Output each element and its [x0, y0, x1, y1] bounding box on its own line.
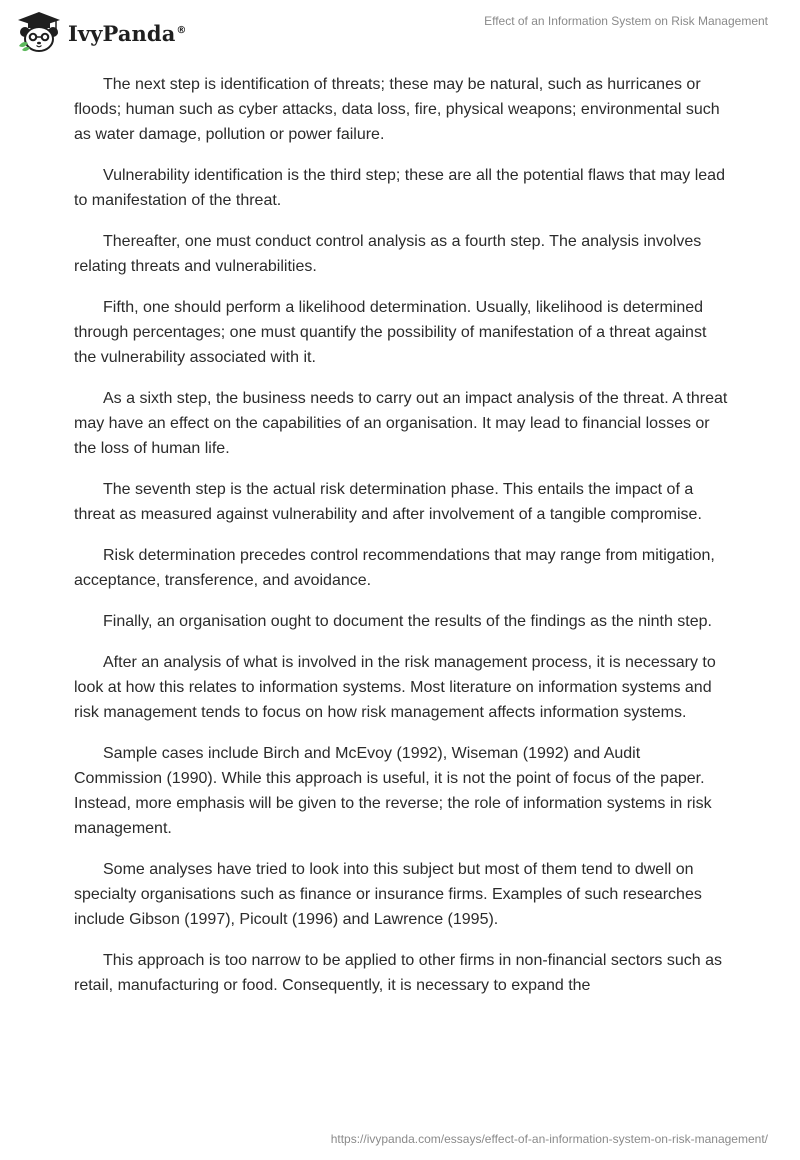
paragraph: Fifth, one should perform a likelihood determination. Usually, likelihood is determined through percentages; one must quantify the possibility of manifestation of a threat against the vulnerability associated with it. [74, 299, 707, 366]
paragraph: Vulnerability identification is the third step; these are all the potential flaws that may lead to manifestation of the threat. [74, 167, 725, 209]
paragraph: Some analyses have tried to look into this subject but most of them tend to dwell on specialty organisations such as finance or insurance firms. Examples of such researches include Gibson (1997), Picoult (1996) and Lawrence (1995). [74, 861, 702, 928]
paragraph: As a sixth step, the business needs to carry out an impact analysis of the threat. A threat may have an effect on the capabilities of an organisation. It may lead to financial losses or the loss of human life. [74, 390, 728, 457]
paragraph: Risk determination precedes control recommendations that may range from mitigation, acceptance, transference, and avoidance. [74, 547, 715, 589]
paragraph: Thereafter, one must conduct control analysis as a fourth step. The analysis involves relating threats and vulnerabilities. [74, 233, 702, 275]
source-url[interactable]: https://ivypanda.com/essays/effect-of-an-information-system-on-risk-management/ [330, 1132, 768, 1146]
paragraph: The next step is identification of threats; these may be natural, such as hurricanes or floods; human such as cyber attacks, data loss, fire, physical weapons; environmental such as water damage, pollution or power failure. [74, 76, 720, 143]
page-header [0, 0, 800, 64]
paragraph: Finally, an organisation ought to document the results of the findings as the ninth step. [103, 613, 712, 630]
ivypanda-logo[interactable] [16, 10, 187, 54]
registered-mark: ® [176, 24, 187, 36]
paragraph: The seventh step is the actual risk determination phase. This entails the impact of a threat as measured against vulnerability and after involvement of a tangible compromise. [74, 481, 702, 523]
paragraph: Sample cases include Birch and McEvoy (1992), Wiseman (1992) and Audit Commission (1990). While this approach is useful, it is not the point of focus of the paper. Instead, more emphasis will be given to the reverse; the role of information systems in risk management. [74, 745, 712, 837]
panda-graduate-icon [16, 10, 62, 54]
paragraph: After an analysis of what is involved in the risk management process, it is necessary to look at how this relates to information systems. Most literature on information systems and risk management tends to focus on how risk management affects information systems. [74, 654, 716, 721]
logo-text [68, 21, 187, 46]
essay-body [74, 72, 728, 1014]
logo-wordmark: IvyPanda [68, 20, 176, 46]
paragraph: This approach is too narrow to be applied to other firms in non-financial sectors such as retail, manufacturing or food. Consequently, it is necessary to expand the [74, 952, 722, 994]
document-title: Effect of an Information System on Risk Management [484, 14, 768, 28]
